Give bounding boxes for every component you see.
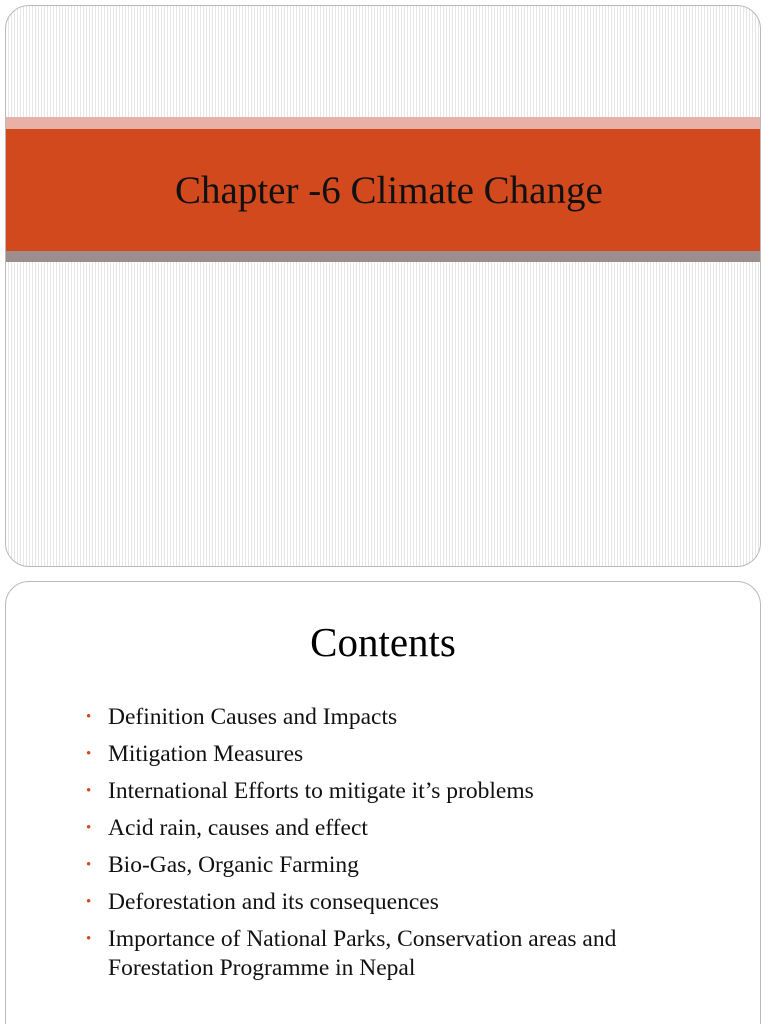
bullet-icon: • (86, 709, 92, 725)
title-band-top-stripe (6, 117, 760, 129)
bullet-icon: • (86, 746, 92, 762)
contents-slide (5, 581, 761, 1024)
list-item (86, 777, 706, 806)
contents-heading: Contents (310, 619, 456, 665)
list-item-text: Mitigation Measures (108, 741, 304, 767)
list-item (86, 888, 706, 917)
contents-list (86, 703, 706, 991)
list-item-text: Deforestation and its consequences (108, 889, 439, 915)
list-item-text: Importance of National Parks, Conservation areas and Forestation Programme in Nepal (108, 926, 617, 981)
slide-title: Chapter -6 Climate Change (175, 168, 603, 212)
list-item-text: Definition Causes and Impacts (108, 704, 398, 730)
bullet-icon: • (86, 783, 92, 799)
bullet-icon: • (86, 931, 92, 947)
bullet-icon: • (86, 894, 92, 910)
title-slide (5, 5, 761, 567)
bullet-icon: • (86, 820, 92, 836)
list-item (86, 851, 706, 880)
list-item (86, 925, 706, 983)
list-item (86, 814, 706, 843)
list-item (86, 703, 706, 732)
list-item-text: Bio-Gas, Organic Farming (108, 852, 359, 878)
bullet-icon: • (86, 857, 92, 873)
title-band-bottom-stripe (6, 251, 760, 262)
list-item-text: International Efforts to mitigate it’s problems (108, 778, 534, 804)
list-item (86, 740, 706, 769)
list-item-text: Acid rain, causes and effect (108, 815, 368, 841)
